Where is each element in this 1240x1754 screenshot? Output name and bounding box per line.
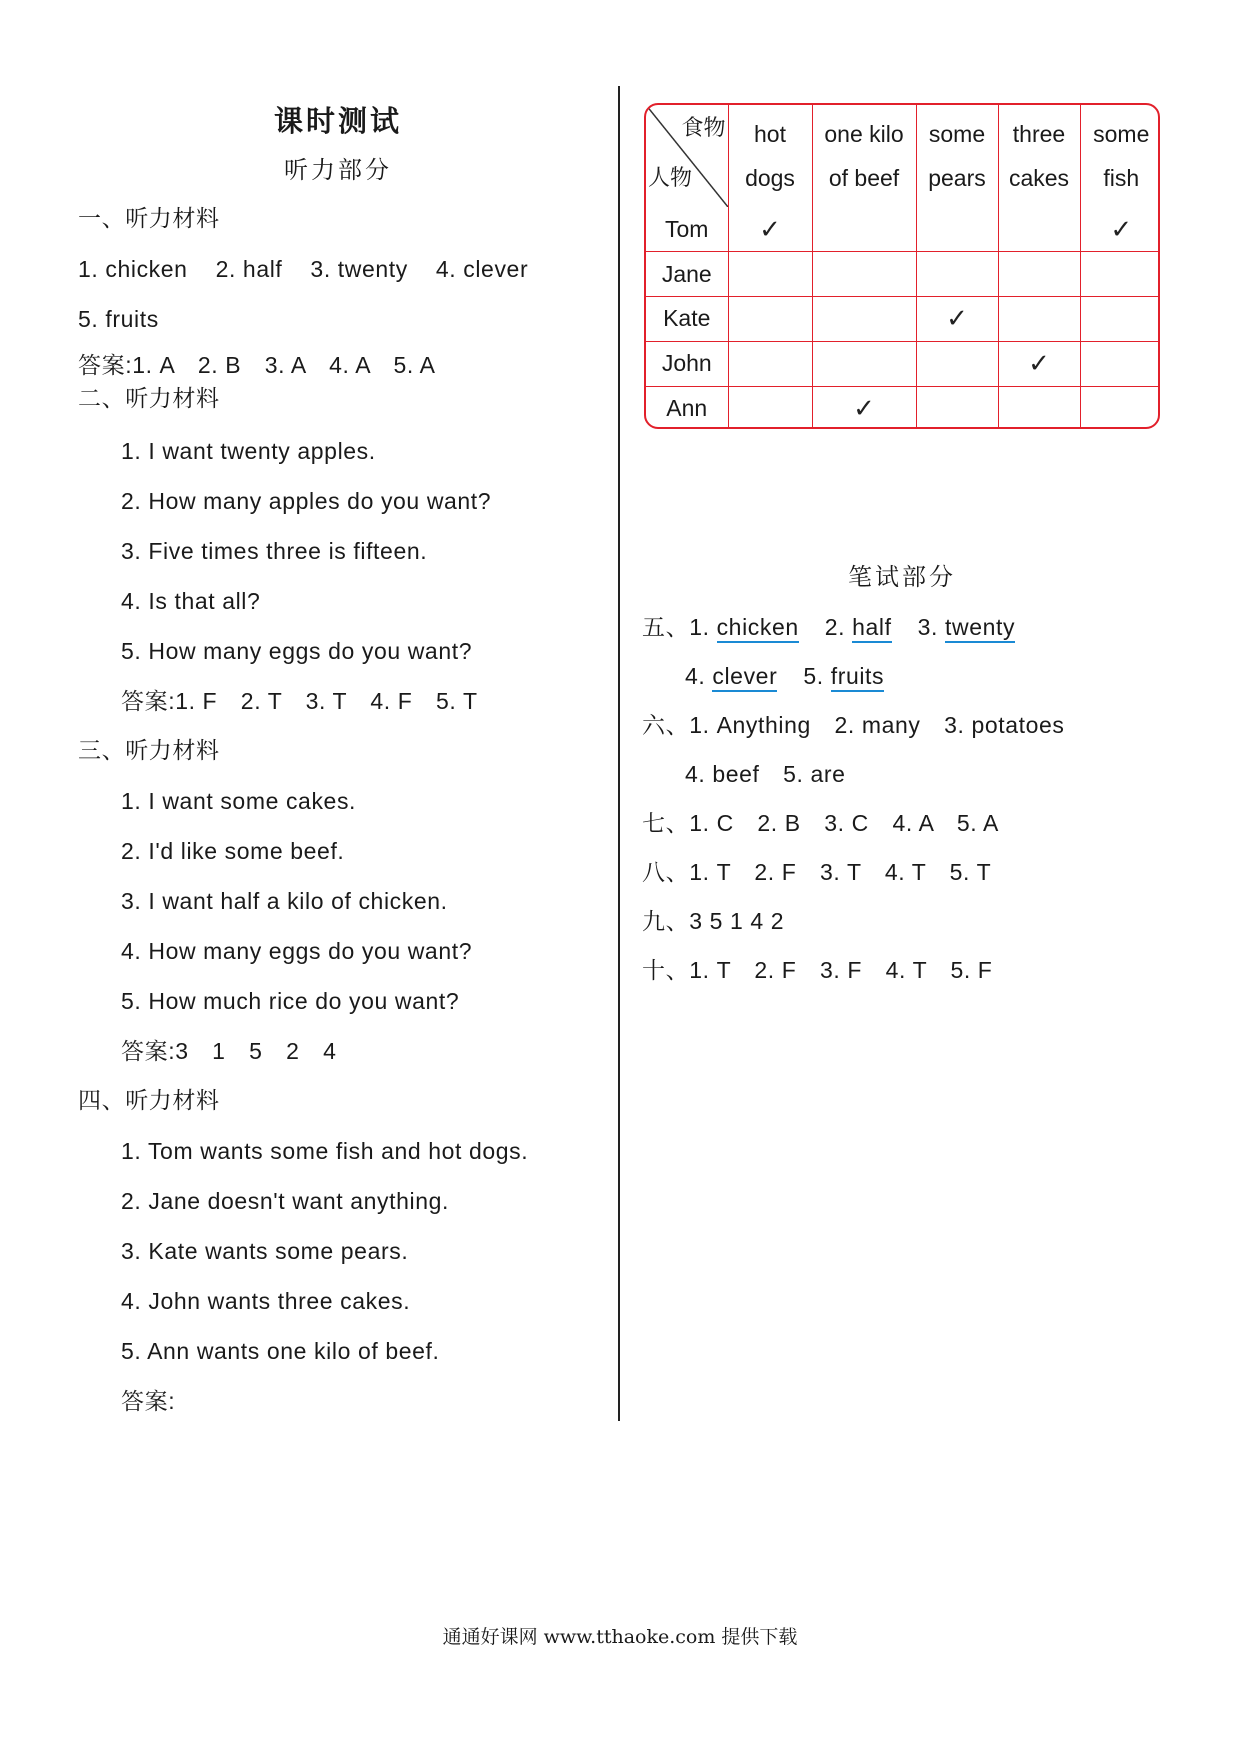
writing-section-title: 笔试部分 xyxy=(848,563,956,591)
footer-credit: 通通好课网 www.tthaoke.com 提供下载 xyxy=(442,1626,798,1648)
section-5-row1: 五、1. chicken 2. half 3. twenty xyxy=(642,603,1162,652)
table-cell xyxy=(916,386,998,429)
column-header-line1: three xyxy=(1012,121,1066,147)
table-cell xyxy=(998,207,1080,252)
table-cell xyxy=(998,252,1080,297)
table-corner-cell xyxy=(646,105,728,207)
table-cell xyxy=(812,297,916,342)
column-header-line2: of beef xyxy=(828,165,900,191)
table-cell xyxy=(812,252,916,297)
section-6-answers: 1. Anything 2. many 3. potatoes xyxy=(689,712,1065,738)
section-9-answers: 九、3 5 1 4 2 xyxy=(642,908,785,934)
table-cell xyxy=(916,207,998,252)
list-item: 4. How many eggs do you want? xyxy=(121,938,473,964)
section-4-heading: 四、听力材料 xyxy=(78,1088,220,1114)
person-name-cell: Ann xyxy=(646,386,728,429)
list-item: 2. Jane doesn't want anything. xyxy=(121,1188,449,1214)
table-cell xyxy=(998,386,1080,429)
check-icon: ✓ xyxy=(759,213,781,244)
section-4-answer: 答案: xyxy=(121,1388,176,1414)
answer-word: twenty xyxy=(945,614,1015,643)
answer-word: half xyxy=(852,614,891,643)
table-cell xyxy=(728,386,812,429)
page-title: 课时测试 xyxy=(273,104,402,138)
check-icon: ✓ xyxy=(853,393,875,424)
word-3: 3. twenty xyxy=(310,256,408,282)
table-row xyxy=(646,207,1160,252)
section-5-row2: 4. clever 5. fruits xyxy=(642,652,1162,701)
section-1-answer: 答案:1. A 2. B 3. A 4. A 5. A xyxy=(78,352,436,378)
word-5: 5. fruits xyxy=(78,306,159,332)
word-4: 4. clever xyxy=(435,256,529,282)
table-cell xyxy=(1080,386,1160,429)
column-header-line2: fish xyxy=(1103,165,1140,191)
corner-food-label: 食物 xyxy=(681,116,726,141)
person-name-cell: John xyxy=(646,341,728,386)
list-item: 5. How much rice do you want? xyxy=(121,988,460,1014)
table-cell xyxy=(916,297,998,342)
section-7-answers: 七、1. C 2. B 3. C 4. A 5. A xyxy=(642,810,999,836)
list-item: 3. I want half a kilo of chicken. xyxy=(121,888,448,914)
column-header-line2: dogs xyxy=(745,165,795,191)
column-divider xyxy=(618,86,620,1421)
section-3-answer: 答案:3 1 5 2 4 xyxy=(121,1038,337,1064)
person-name-cell: Jane xyxy=(646,252,728,297)
listening-section-title: 听力部分 xyxy=(284,156,392,184)
section-2-answer: 答案:1. F 2. T 3. T 4. F 5. T xyxy=(121,688,478,714)
list-item: 1. Tom wants some fish and hot dogs. xyxy=(121,1138,529,1164)
table-cell xyxy=(812,386,916,429)
answer-word: chicken xyxy=(717,614,799,643)
column-header-line1: hot xyxy=(754,121,786,147)
list-item: 4. John wants three cakes. xyxy=(121,1288,411,1314)
section-2-heading: 二、听力材料 xyxy=(78,386,220,412)
answer-word: fruits xyxy=(831,663,884,692)
column-header xyxy=(812,105,916,207)
person-name-cell: Kate xyxy=(646,297,728,342)
column-header-line1: some xyxy=(1093,121,1150,147)
column-header-line1: some xyxy=(928,121,986,147)
table-cell xyxy=(916,341,998,386)
table-cell xyxy=(728,252,812,297)
table-cell xyxy=(812,207,916,252)
table-cell xyxy=(812,341,916,386)
column-header-line2: pears xyxy=(928,165,986,191)
list-item: 2. I'd like some beef. xyxy=(121,838,345,864)
section-6-prefix: 六、 xyxy=(642,712,690,738)
column-header xyxy=(1080,105,1160,207)
table-row xyxy=(646,386,1160,429)
table-cell xyxy=(728,341,812,386)
check-icon: ✓ xyxy=(1110,213,1133,244)
section-10-answers: 十、1. T 2. F 3. F 4. T 5. F xyxy=(642,957,993,983)
table-header-row xyxy=(646,105,1160,207)
table-cell xyxy=(916,252,998,297)
section-6-row2: 4. beef 5. are xyxy=(685,761,846,787)
table-cell xyxy=(728,207,812,252)
section-1-heading: 一、听力材料 xyxy=(78,206,220,232)
table-cell xyxy=(1080,297,1160,342)
list-item: 3. Five times three is fifteen. xyxy=(121,538,428,564)
section-5-prefix: 五、 xyxy=(642,614,690,640)
food-table xyxy=(644,103,1160,429)
word-2: 2. half xyxy=(215,256,283,282)
word-1: 1. chicken xyxy=(78,256,188,282)
column-header-line2: cakes xyxy=(1008,165,1070,191)
table-cell xyxy=(998,297,1080,342)
person-name-cell: Tom xyxy=(646,207,728,252)
table-body xyxy=(646,207,1160,429)
right-column xyxy=(642,553,1162,995)
check-icon: ✓ xyxy=(1028,348,1050,379)
check-icon: ✓ xyxy=(946,303,968,334)
list-item: 1. I want some cakes. xyxy=(121,788,357,814)
table-row xyxy=(646,297,1160,342)
table-cell xyxy=(1080,252,1160,297)
section-1-words xyxy=(78,244,608,294)
section-8-answers: 八、1. T 2. F 3. T 4. T 5. T xyxy=(642,859,992,885)
table-row xyxy=(646,252,1160,297)
column-header xyxy=(728,105,812,207)
list-item: 4. Is that all? xyxy=(121,588,261,614)
list-item: 5. Ann wants one kilo of beef. xyxy=(121,1338,440,1364)
section-6-row1 xyxy=(642,701,1162,750)
column-header-line1: one kilo xyxy=(824,121,904,147)
section-3-heading: 三、听力材料 xyxy=(78,738,220,764)
list-item: 2. How many apples do you want? xyxy=(121,488,492,514)
table-cell xyxy=(1080,341,1160,386)
list-item: 3. Kate wants some pears. xyxy=(121,1238,409,1264)
column-header xyxy=(998,105,1080,207)
answer-word: clever xyxy=(712,663,777,692)
food-table-grid xyxy=(646,105,1160,429)
left-column xyxy=(78,96,608,1426)
list-item: 1. I want twenty apples. xyxy=(121,438,376,464)
table-cell xyxy=(728,297,812,342)
table-cell xyxy=(1080,207,1160,252)
column-header xyxy=(916,105,998,207)
table-cell xyxy=(998,341,1080,386)
list-item: 5. How many eggs do you want? xyxy=(121,638,473,664)
table-row xyxy=(646,341,1160,386)
corner-person-label: 人物 xyxy=(648,166,693,191)
